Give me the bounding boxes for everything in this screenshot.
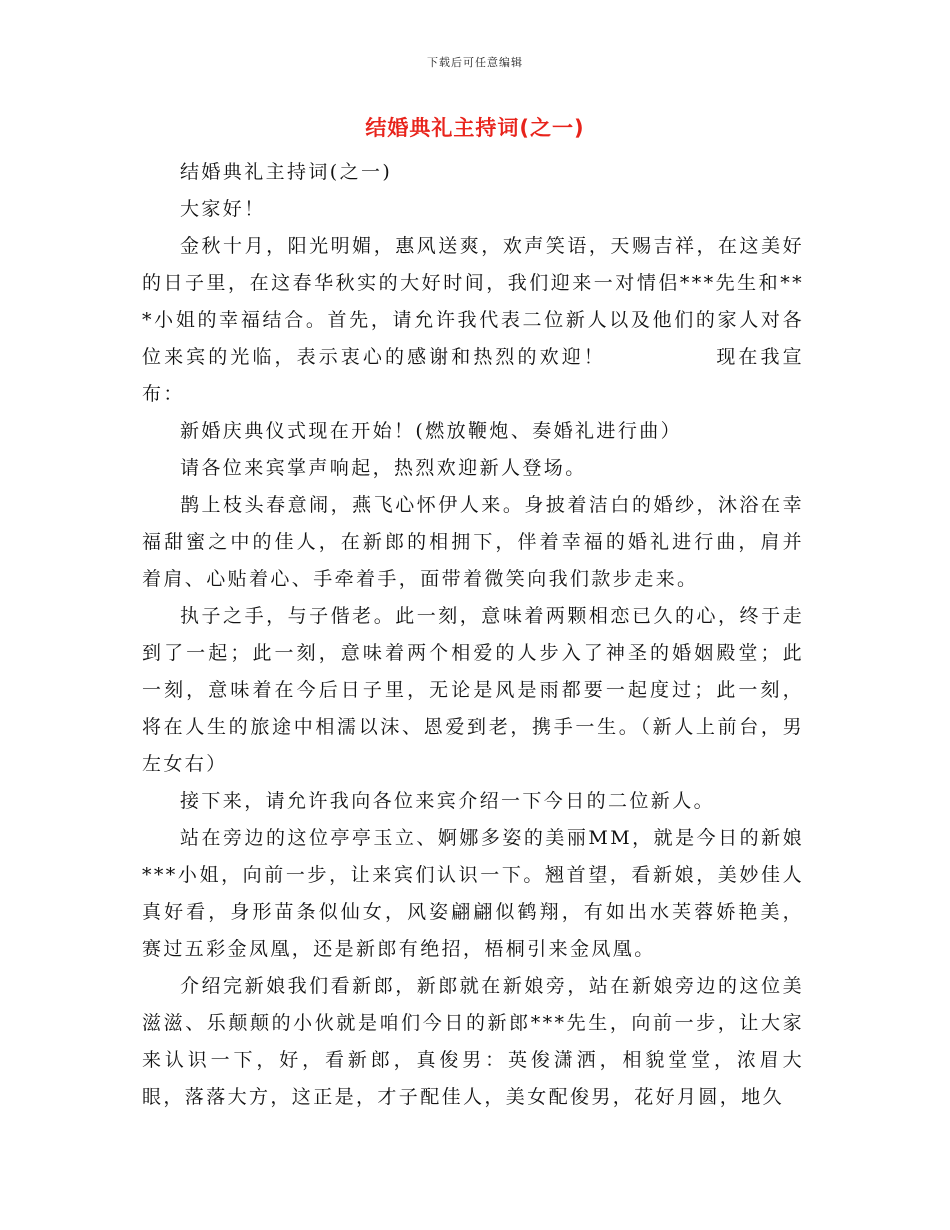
paragraph-vows: 执子之手，与子偕老。此一刻，意味着两颗相恋已久的心，终于走到了一起；此一刻，意味着两个相爱的人步入了神圣的婚姻殿堂；此一刻，意味着在今后日子里，无论是风是雨都要一起度过；此一刻，将在人生的旅途中相濡以沫、恩爱到老，携手一生。（新人上前台，男左女右） bbox=[142, 605, 804, 775]
paragraph-ceremony-start: 新婚庆典仪式现在开始！(燃放鞭炮、奏婚礼进行曲） bbox=[180, 420, 683, 442]
document-body bbox=[142, 154, 804, 1116]
paragraph-applause: 请各位来宾掌声响起，热烈欢迎新人登场。 bbox=[180, 457, 587, 479]
paragraph-opening: 金秋十月，阳光明媚，惠风送爽，欢声笑语，天赐吉祥，在这美好的日子里，在这春华秋实的大好时间，我们迎来一对情侣***先生和***小姐的幸福结合。首先，请允许我代表二位新人以及他们的家人对各位来宾的光临，表示衷心的感谢和热烈的欢迎！ 现在我宣布： bbox=[142, 235, 804, 405]
header-note: 下载后可任意编辑 bbox=[427, 56, 523, 69]
paragraph-introduction: 接下来，请允许我向各位来宾介绍一下今日的二位新人。 bbox=[180, 790, 716, 812]
paragraph-subtitle: 结婚典礼主持词(之一) bbox=[180, 161, 393, 183]
paragraph-groom: 介绍完新娘我们看新郎，新郎就在新娘旁，站在新娘旁边的这位美滋滋、乐颠颠的小伙就是咱们今日的新郎***先生，向前一步，让大家来认识一下，好，看新郎，真俊男：英俊潇洒，相貌堂堂，浓眉大眼，落落大方，这正是，才子配佳人，美女配俊男，花好月圆，地久 bbox=[142, 975, 804, 1108]
document-title: 结婚典礼主持词(之一) bbox=[365, 116, 585, 140]
paragraph-entrance: 鹊上枝头春意闹，燕飞心怀伊人来。身披着洁白的婚纱，沐浴在幸福甜蜜之中的佳人，在新郎的相拥下，伴着幸福的婚礼进行曲，肩并着肩、心贴着心、手牵着手，面带着微笑向我们款步走来。 bbox=[142, 494, 804, 590]
paragraph-greeting: 大家好！ bbox=[180, 198, 266, 220]
paragraph-bride: 站在旁边的这位亭亭玉立、婀娜多姿的美丽MM，就是今日的新娘***小姐，向前一步，让来宾们认识一下。翘首望，看新娘，美妙佳人真好看，身形苗条似仙女，风姿翩翩似鹤翔，有如出水芙蓉娇艳美，赛过五彩金凤凰，还是新郎有绝招，梧桐引来金凤凰。 bbox=[142, 827, 804, 960]
